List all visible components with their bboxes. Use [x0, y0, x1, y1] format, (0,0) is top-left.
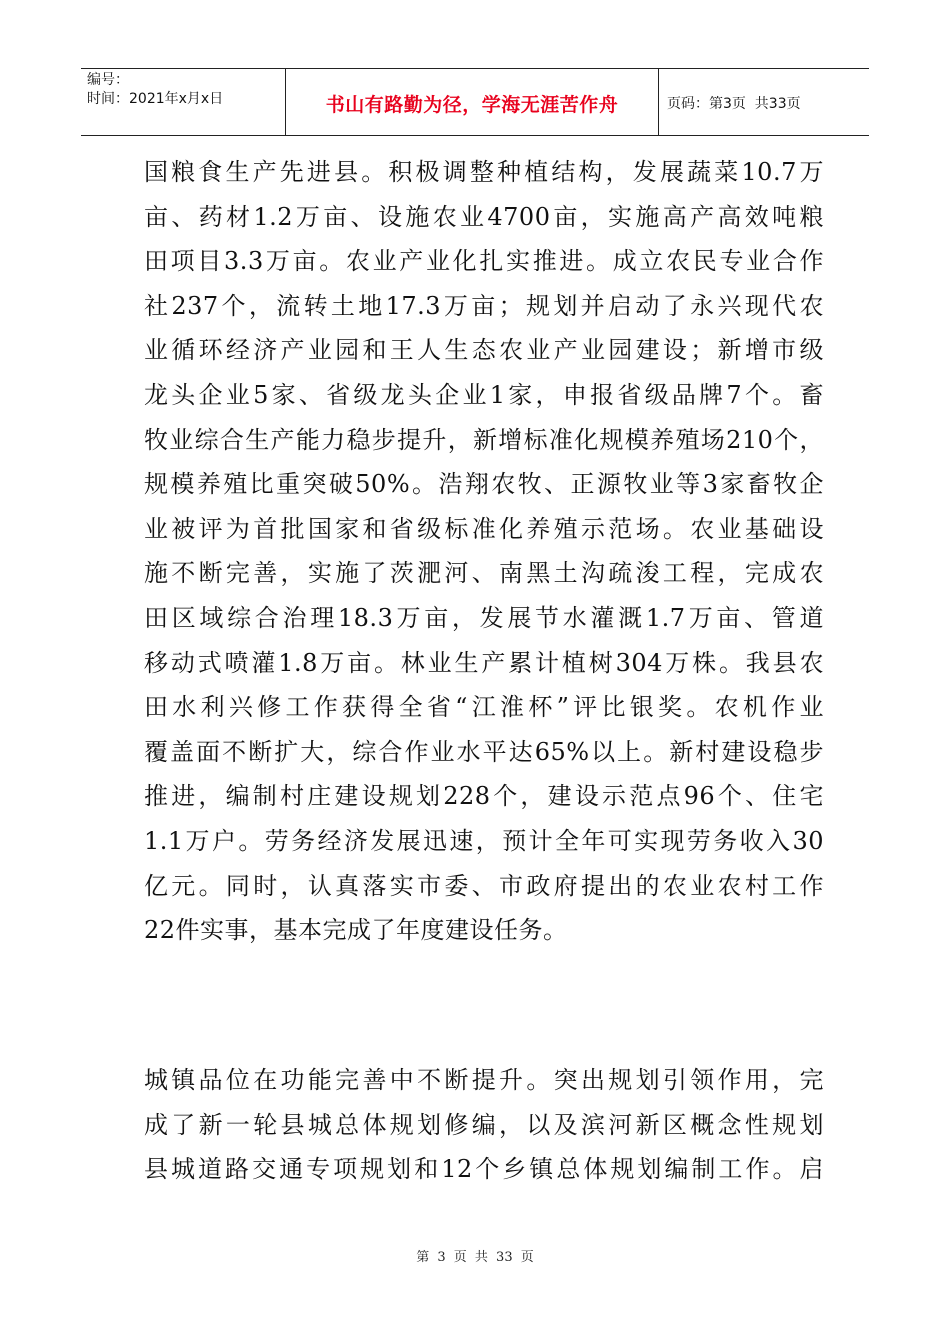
text-line: 1.1万户。劳务经济发展迅速，预计全年可实现劳务收入30	[144, 826, 824, 855]
header-motto: 书山有路勤为径，学海无涯苦作舟	[325, 93, 619, 116]
text-line: 移动式喷灌1.8万亩。林业生产累计植树304万株。我县农	[144, 648, 824, 677]
header-page-cell	[659, 69, 869, 135]
text-line: 社237个，流转土地17.3万亩；规划并启动了永兴现代农	[144, 291, 824, 320]
text-line: 覆盖面不断扩大，综合作业水平达65%以上。新村建设稳步	[144, 737, 824, 766]
text-line: 亿元。同时，认真落实市委、市政府提出的农业农村工作	[144, 871, 824, 900]
text-line: 亩、药材1.2万亩、设施农业4700亩，实施高产高效吨粮	[144, 202, 824, 231]
text-line: 田项目3.3万亩。农业产业化扎实推进。成立农民专业合作	[144, 247, 824, 276]
header-meta-cell	[81, 69, 286, 135]
text-line: 国粮食生产先进县。积极调整种植结构，发展蔬菜10.7万	[144, 158, 824, 186]
text-line: 龙头企业5家、省级龙头企业1家，申报省级品牌7个。畜	[144, 380, 824, 409]
header-motto-cell	[286, 69, 659, 135]
text-line: 规模养殖比重突破50%。浩翔农牧、正源牧业等3家畜牧企	[144, 470, 824, 499]
text-line: 业被评为首批国家和省级标准化养殖示范场。农业基础设	[144, 514, 824, 543]
body-paragraph-urban	[144, 1058, 824, 1192]
page-footer: 第 3 页 共 33 页	[416, 1250, 534, 1265]
text-line: 城镇品位在功能完善中不断提升。突出规划引领作用，完	[144, 1066, 824, 1094]
text-line: 22件实事，基本完成了年度建设任务。	[144, 916, 568, 945]
text-line: 田水利兴修工作获得全省“江淮杯”评比银奖。农机作业	[144, 693, 824, 722]
text-line: 成了新一轮县城总体规划修编，以及滨河新区概念性规划	[144, 1110, 824, 1139]
header-page-info: 页码：第3页 共33页	[667, 96, 801, 112]
text-line: 田区域综合治理18.3万亩，发展节水灌溉1.7万亩、管道	[144, 603, 824, 632]
text-line: 业循环经济产业园和王人生态农业产业园建设；新增市级	[144, 336, 824, 365]
document-number-label: 编号：	[87, 72, 129, 88]
text-line: 推进，编制村庄建设规划228个，建设示范点96个、住宅	[144, 782, 824, 811]
text-line: 县城道路交通专项规划和12个乡镇总体规划编制工作。启	[144, 1155, 824, 1184]
body-paragraph-agriculture	[144, 150, 824, 953]
text-line: 牧业综合生产能力稳步提升，新增标准化规模养殖场210个，	[144, 425, 824, 454]
document-time-label: 时间：2021年x月x日	[87, 91, 224, 107]
text-line: 施不断完善，实施了茨淝河、南黑土沟疏浚工程，完成农	[144, 559, 824, 588]
page-header	[81, 68, 869, 136]
